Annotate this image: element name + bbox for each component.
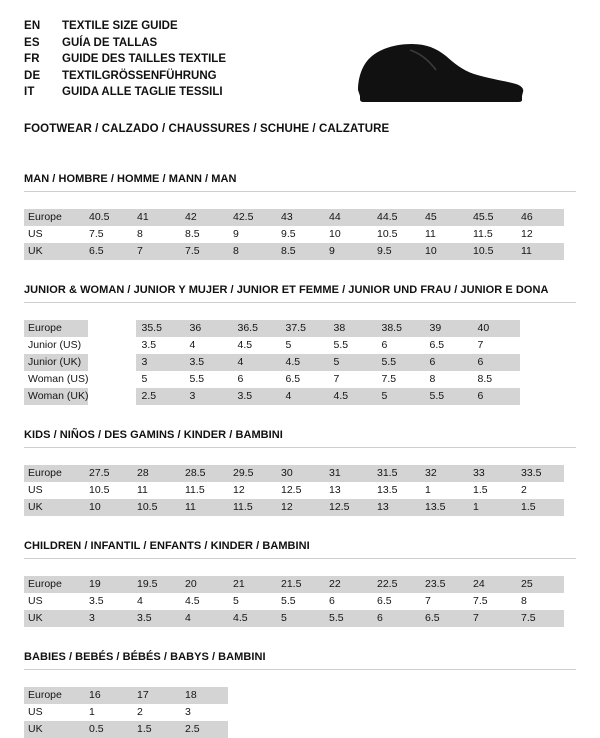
- size-cell: [372, 721, 420, 738]
- size-cell: 3.5: [232, 388, 280, 405]
- size-section: [24, 284, 576, 405]
- size-cell: 6: [472, 388, 520, 405]
- language-row: [24, 35, 226, 52]
- size-cell: 28: [132, 465, 180, 482]
- size-cell: 7: [132, 243, 180, 260]
- size-cell: [420, 704, 468, 721]
- table-row: [24, 320, 568, 337]
- size-cell: [228, 721, 276, 738]
- language-code: IT: [24, 86, 35, 98]
- language-titles-table: [24, 18, 226, 101]
- row-label: UK: [24, 721, 84, 738]
- language-title: TEXTILGRÖSSENFÜHRUNG: [62, 69, 217, 82]
- language-row: [24, 84, 226, 101]
- size-cell: 9: [324, 243, 372, 260]
- size-cell: 6.5: [280, 371, 328, 388]
- size-cell: 6.5: [420, 610, 468, 627]
- size-cell: 8.5: [276, 243, 324, 260]
- size-cell: [516, 704, 564, 721]
- size-cell: 8: [132, 226, 180, 243]
- size-cell: [324, 704, 372, 721]
- size-cell: 10: [84, 499, 132, 516]
- size-cell: 33: [468, 465, 516, 482]
- size-cell: 4: [184, 337, 232, 354]
- size-cell: 11: [180, 499, 228, 516]
- table-row: [24, 371, 568, 388]
- table-row: [24, 499, 564, 516]
- table-spacer: [24, 192, 564, 209]
- language-title: GUÍA DE TALLAS: [62, 36, 158, 49]
- size-cell: 46: [516, 209, 564, 226]
- language-code: DE: [24, 69, 41, 82]
- size-tables-container: [24, 173, 576, 738]
- size-cell: 45: [420, 209, 468, 226]
- size-cell: 11.5: [228, 499, 276, 516]
- size-cell: 4: [180, 610, 228, 627]
- size-cell: 7: [468, 610, 516, 627]
- size-cell: 5: [280, 337, 328, 354]
- language-row: [24, 68, 226, 85]
- size-cell: 45.5: [468, 209, 516, 226]
- size-cell: [228, 704, 276, 721]
- size-cell: 2.5: [136, 388, 184, 405]
- language-code: EN: [24, 20, 41, 32]
- table-row: [24, 704, 564, 721]
- size-cell: 1.5: [468, 482, 516, 499]
- size-cell: 25: [516, 576, 564, 593]
- table-row: [24, 482, 564, 499]
- size-cell: 19.5: [132, 576, 180, 593]
- size-cell: 43: [276, 209, 324, 226]
- size-cell: 4.5: [228, 610, 276, 627]
- size-table: [24, 192, 564, 260]
- size-cell: 10.5: [372, 226, 420, 243]
- size-cell: [372, 687, 420, 704]
- size-cell: 18: [180, 687, 228, 704]
- size-cell: 10: [420, 243, 468, 260]
- size-cell: 5: [376, 388, 424, 405]
- size-cell: 3.5: [184, 354, 232, 371]
- size-section-title: MAN / HOMBRE / HOMME / MANN / MAN: [24, 173, 576, 192]
- size-cell: [324, 721, 372, 738]
- table-spacer-cell: [24, 670, 564, 687]
- size-table: [24, 559, 564, 627]
- size-cell: 39: [424, 320, 472, 337]
- size-cell: 13.5: [372, 482, 420, 499]
- size-cell: 3.5: [136, 337, 184, 354]
- row-label: UK: [24, 499, 84, 516]
- document-header: [24, 18, 576, 110]
- size-cell: 36: [184, 320, 232, 337]
- size-cell: 11.5: [468, 226, 516, 243]
- size-cell: 6: [424, 354, 472, 371]
- size-cell: 7.5: [84, 226, 132, 243]
- size-cell: [276, 687, 324, 704]
- footwear-section-title: FOOTWEAR / CALZADO / CHAUSSURES / SCHUHE / CALZATURE: [24, 123, 390, 135]
- size-cell: 5.5: [324, 610, 372, 627]
- size-section: [24, 429, 576, 516]
- row-label: US: [24, 593, 84, 610]
- dress-shoe-icon: [350, 34, 530, 104]
- size-cell: 2: [132, 704, 180, 721]
- size-cell: 17: [132, 687, 180, 704]
- size-cell: 5: [276, 610, 324, 627]
- size-cell: 4.5: [280, 354, 328, 371]
- size-cell: 24: [468, 576, 516, 593]
- size-cell: 38: [328, 320, 376, 337]
- row-label: Junior (US): [24, 337, 88, 354]
- language-row: [24, 18, 226, 35]
- language-code: ES: [24, 36, 40, 49]
- table-row: [24, 687, 564, 704]
- row-label: Woman (US): [24, 371, 88, 388]
- size-cell: 21.5: [276, 576, 324, 593]
- language-title: GUIDA ALLE TAGLIE TESSILI: [62, 86, 223, 98]
- size-cell: 4: [280, 388, 328, 405]
- size-cell: 37.5: [280, 320, 328, 337]
- size-cell: 4.5: [232, 337, 280, 354]
- size-cell: 13.5: [420, 499, 468, 516]
- size-cell: [520, 388, 568, 405]
- size-cell: 0.5: [84, 721, 132, 738]
- size-cell: [420, 687, 468, 704]
- size-cell: 31.5: [372, 465, 420, 482]
- size-cell: 13: [324, 482, 372, 499]
- row-label: Europe: [24, 687, 84, 704]
- size-cell: 7.5: [468, 593, 516, 610]
- size-section-title: CHILDREN / INFANTIL / ENFANTS / KINDER / BAMBINI: [24, 540, 576, 559]
- size-cell: 5.5: [276, 593, 324, 610]
- size-cell: 12.5: [324, 499, 372, 516]
- size-cell: [520, 371, 568, 388]
- table-row: [24, 721, 564, 738]
- size-cell: 2.5: [180, 721, 228, 738]
- size-cell: 19: [84, 576, 132, 593]
- size-cell: 32: [420, 465, 468, 482]
- size-cell: 29.5: [228, 465, 276, 482]
- size-cell: 3: [184, 388, 232, 405]
- size-section-title: BABIES / BEBÉS / BÉBÉS / BABYS / BAMBINI: [24, 651, 576, 670]
- size-cell: 4: [232, 354, 280, 371]
- row-label: Europe: [24, 209, 84, 226]
- row-label: US: [24, 482, 84, 499]
- size-cell: 22.5: [372, 576, 420, 593]
- size-cell: 1.5: [132, 721, 180, 738]
- size-cell: [468, 704, 516, 721]
- size-cell: 22: [324, 576, 372, 593]
- size-cell: 28.5: [180, 465, 228, 482]
- size-cell: 6.5: [84, 243, 132, 260]
- row-label: UK: [24, 243, 84, 260]
- size-cell: 9.5: [372, 243, 420, 260]
- size-cell: 8: [424, 371, 472, 388]
- size-cell: 6: [372, 610, 420, 627]
- size-cell: 4.5: [180, 593, 228, 610]
- size-section-title: JUNIOR & WOMAN / JUNIOR Y MUJER / JUNIOR ET FEMME / JUNIOR UND FRAU / JUNIOR E DONA: [24, 284, 576, 303]
- size-cell: 11.5: [180, 482, 228, 499]
- size-cell: 6: [232, 371, 280, 388]
- size-cell: 27.5: [84, 465, 132, 482]
- row-label: Europe: [24, 320, 88, 337]
- size-cell: 10: [324, 226, 372, 243]
- size-cell: 8.5: [180, 226, 228, 243]
- size-cell: 5.5: [376, 354, 424, 371]
- size-table: [24, 303, 568, 405]
- size-cell: 5.5: [328, 337, 376, 354]
- size-cell: 6: [376, 337, 424, 354]
- size-cell: 9.5: [276, 226, 324, 243]
- table-row: [24, 209, 564, 226]
- row-label: US: [24, 704, 84, 721]
- size-cell: [520, 320, 568, 337]
- row-label: Junior (UK): [24, 354, 88, 371]
- size-cell: 12: [516, 226, 564, 243]
- size-cell: 12: [276, 499, 324, 516]
- size-section: [24, 173, 576, 260]
- size-cell: 44.5: [372, 209, 420, 226]
- row-label: Europe: [24, 465, 84, 482]
- language-code: FR: [24, 53, 40, 65]
- size-cell: 10.5: [468, 243, 516, 260]
- size-cell: 33.5: [516, 465, 564, 482]
- size-cell: [88, 320, 136, 337]
- size-cell: 31: [324, 465, 372, 482]
- size-cell: 4.5: [328, 388, 376, 405]
- size-section: [24, 540, 576, 627]
- size-cell: [88, 388, 136, 405]
- size-cell: 36.5: [232, 320, 280, 337]
- size-cell: 30: [276, 465, 324, 482]
- size-cell: 5: [136, 371, 184, 388]
- size-cell: 6.5: [372, 593, 420, 610]
- size-cell: 42: [180, 209, 228, 226]
- size-cell: [520, 337, 568, 354]
- size-cell: 1.5: [516, 499, 564, 516]
- size-cell: [520, 354, 568, 371]
- size-cell: 8: [516, 593, 564, 610]
- size-section: [24, 651, 576, 738]
- size-cell: 21: [228, 576, 276, 593]
- size-cell: 1: [84, 704, 132, 721]
- table-spacer-cell: [24, 559, 564, 576]
- size-cell: 40.5: [84, 209, 132, 226]
- table-row: [24, 593, 564, 610]
- size-cell: 7: [472, 337, 520, 354]
- size-cell: [420, 721, 468, 738]
- size-cell: 44: [324, 209, 372, 226]
- size-cell: 7.5: [516, 610, 564, 627]
- size-cell: 23.5: [420, 576, 468, 593]
- size-cell: [324, 687, 372, 704]
- size-cell: [276, 704, 324, 721]
- size-cell: [516, 721, 564, 738]
- size-cell: 3: [84, 610, 132, 627]
- size-cell: 11: [132, 482, 180, 499]
- size-cell: [516, 687, 564, 704]
- size-cell: 7.5: [376, 371, 424, 388]
- size-cell: 1: [468, 499, 516, 516]
- table-spacer-cell: [24, 303, 568, 320]
- size-cell: 42.5: [228, 209, 276, 226]
- size-section-title: KIDS / NIÑOS / DES GAMINS / KINDER / BAMBINI: [24, 429, 576, 448]
- table-row: [24, 354, 568, 371]
- row-label: Woman (UK): [24, 388, 88, 405]
- size-cell: 12: [228, 482, 276, 499]
- size-cell: 3.5: [84, 593, 132, 610]
- size-cell: 12.5: [276, 482, 324, 499]
- size-cell: 4: [132, 593, 180, 610]
- size-cell: 20: [180, 576, 228, 593]
- size-cell: 1: [420, 482, 468, 499]
- size-cell: [468, 687, 516, 704]
- size-table: [24, 448, 564, 516]
- size-cell: 6: [472, 354, 520, 371]
- table-row: [24, 337, 568, 354]
- size-cell: [88, 337, 136, 354]
- table-spacer: [24, 448, 564, 465]
- row-label: Europe: [24, 576, 84, 593]
- table-row: [24, 226, 564, 243]
- table-spacer-cell: [24, 192, 564, 209]
- size-cell: 6.5: [424, 337, 472, 354]
- size-cell: 5.5: [424, 388, 472, 405]
- language-row: [24, 51, 226, 68]
- size-cell: 38.5: [376, 320, 424, 337]
- size-cell: [468, 721, 516, 738]
- size-cell: 35.5: [136, 320, 184, 337]
- size-cell: 3: [180, 704, 228, 721]
- size-cell: [228, 687, 276, 704]
- size-cell: 5: [228, 593, 276, 610]
- size-cell: 7.5: [180, 243, 228, 260]
- size-cell: 7: [328, 371, 376, 388]
- size-cell: 11: [420, 226, 468, 243]
- size-cell: 8: [228, 243, 276, 260]
- table-spacer: [24, 303, 568, 320]
- table-row: [24, 576, 564, 593]
- size-cell: 5: [328, 354, 376, 371]
- table-row: [24, 388, 568, 405]
- size-cell: [372, 704, 420, 721]
- language-title: TEXTILE SIZE GUIDE: [62, 20, 178, 32]
- size-cell: 3: [136, 354, 184, 371]
- size-cell: 5.5: [184, 371, 232, 388]
- table-row: [24, 465, 564, 482]
- size-cell: 6: [324, 593, 372, 610]
- size-cell: [276, 721, 324, 738]
- size-cell: [88, 371, 136, 388]
- table-spacer: [24, 559, 564, 576]
- table-row: [24, 610, 564, 627]
- size-cell: 10.5: [132, 499, 180, 516]
- size-table: [24, 670, 564, 738]
- table-spacer-cell: [24, 448, 564, 465]
- table-spacer: [24, 670, 564, 687]
- size-cell: 10.5: [84, 482, 132, 499]
- table-row: [24, 243, 564, 260]
- size-cell: 3.5: [132, 610, 180, 627]
- size-cell: 41: [132, 209, 180, 226]
- size-cell: 9: [228, 226, 276, 243]
- size-cell: 13: [372, 499, 420, 516]
- row-label: UK: [24, 610, 84, 627]
- size-cell: 11: [516, 243, 564, 260]
- row-label: US: [24, 226, 84, 243]
- size-cell: [88, 354, 136, 371]
- size-cell: 8.5: [472, 371, 520, 388]
- language-title: GUIDE DES TAILLES TEXTILE: [62, 53, 226, 65]
- size-cell: 40: [472, 320, 520, 337]
- size-cell: 7: [420, 593, 468, 610]
- size-cell: 16: [84, 687, 132, 704]
- size-cell: 2: [516, 482, 564, 499]
